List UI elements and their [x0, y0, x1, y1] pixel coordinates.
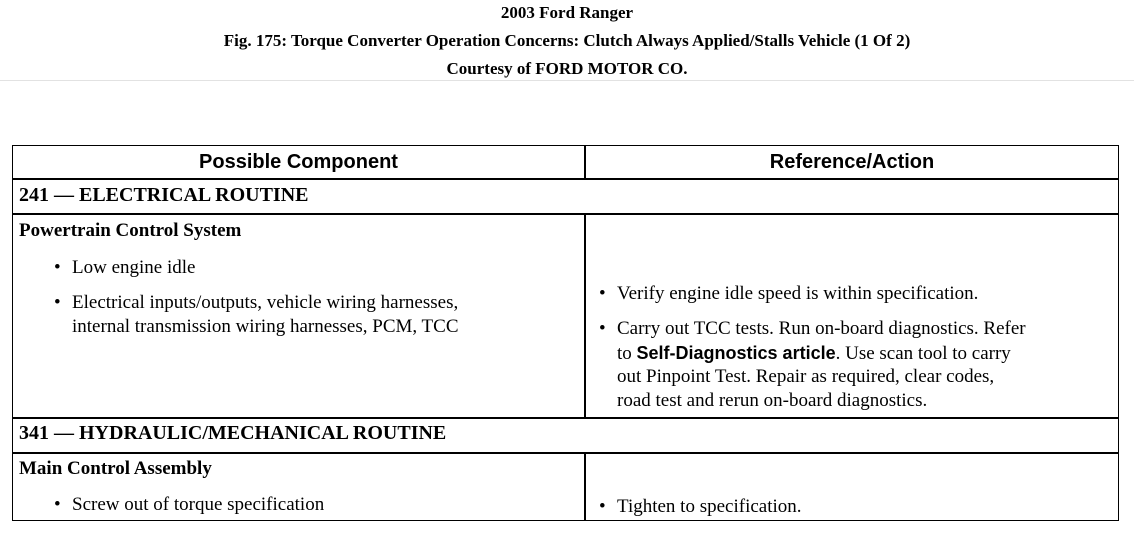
column-divider [584, 452, 586, 520]
action-text: Carry out TCC tests. Run on-board diagnostics. Refer [617, 318, 1026, 339]
bullet-icon: • [54, 494, 61, 515]
action-text-fragment: to [617, 343, 637, 364]
vehicle-title: 2003 Ford Ranger [500, 3, 634, 22]
section-title-electrical: 241 — ELECTRICAL ROUTINE [19, 184, 309, 206]
bullet-icon: • [54, 292, 61, 313]
action-text-continued: out Pinpoint Test. Repair as required, clear codes, [617, 366, 995, 387]
row-divider [13, 452, 1118, 454]
component-item [54, 256, 196, 280]
bullet-icon: • [599, 283, 606, 304]
action-text-fragment: . Use scan tool to carry [835, 343, 1011, 364]
component-text: Screw out of torque specification [72, 494, 325, 515]
component-item [54, 291, 459, 315]
action-item [599, 282, 979, 306]
column-divider [584, 213, 586, 418]
action-item [599, 495, 802, 519]
column-header-action: Reference/Action [769, 151, 935, 173]
column-header-component: Possible Component [199, 151, 398, 173]
component-item [54, 493, 325, 517]
diagnostic-table [12, 145, 1119, 521]
group-title-powertrain: Powertrain Control System [19, 220, 242, 241]
section-title-hydraulic: 341 — HYDRAULIC/MECHANICAL ROUTINE [19, 422, 447, 444]
courtesy-line: Courtesy of FORD MOTOR CO. [446, 59, 688, 78]
action-text-continued [617, 341, 1011, 366]
row-divider [13, 417, 1118, 419]
component-text: Electrical inputs/outputs, vehicle wiring harnesses, [72, 292, 459, 313]
bullet-icon: • [599, 496, 606, 517]
bullet-icon: • [599, 318, 606, 339]
bullet-icon: • [54, 257, 61, 278]
action-item [599, 317, 1026, 341]
row-divider [13, 213, 1118, 215]
component-text: Low engine idle [72, 257, 196, 278]
document-header [0, 0, 1134, 81]
self-diagnostics-reference: Self-Diagnostics article [636, 343, 836, 363]
action-text: Tighten to specification. [617, 496, 802, 517]
figure-caption: Fig. 175: Torque Converter Operation Concerns: Clutch Always Applied/Stalls Vehicle (1 Of 2) [223, 31, 911, 50]
group-title-main-control: Main Control Assembly [19, 458, 212, 479]
action-text-continued: road test and rerun on-board diagnostics. [617, 390, 928, 411]
component-text-continued: internal transmission wiring harnesses, PCM, TCC [72, 316, 459, 337]
action-text: Verify engine idle speed is within specification. [617, 283, 979, 304]
